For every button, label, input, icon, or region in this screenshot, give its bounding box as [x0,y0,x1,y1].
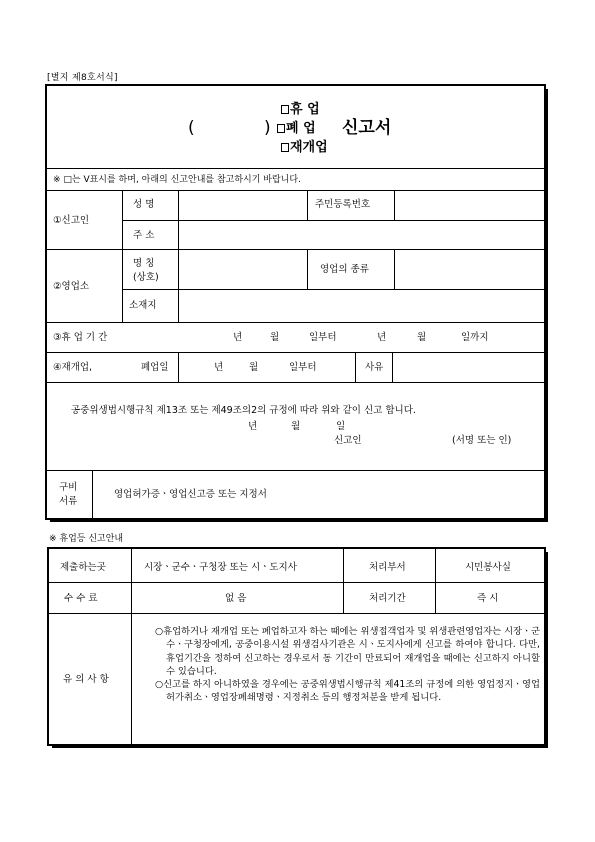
reopen-label: ④재개업, [53,362,93,373]
title-option-reopen: 재개업 [281,141,328,154]
closure-year: 년 [233,332,243,343]
submit-place-value: 시장ㆍ군수ㆍ구청장 또는 시ㆍ도지사 [144,562,297,573]
business-section-label: ②영업소 [53,281,90,292]
title-option-suspend: 휴 업 [281,103,320,116]
documents-label: 구비 [59,482,78,493]
reason-field[interactable] [393,353,543,382]
documents-label-2: 서류 [59,496,78,507]
location-field[interactable] [179,290,543,322]
checkbox-close[interactable] [277,124,285,133]
business-name-label: 명 칭 [133,258,155,269]
documents-content: 영업허가증ㆍ영업신고증 또는 지정서 [114,489,267,500]
declaration-day: 일 [336,421,346,432]
id-number-field[interactable] [395,191,543,220]
form-number: [별지 제8호서식] [47,73,118,83]
address-field[interactable] [179,221,543,249]
closure-period-label: ③휴 업 기 간 [53,332,108,343]
declaration-year: 년 [248,421,258,432]
guide-heading: ※ 휴업등 신고안내 [49,534,124,544]
reporter-sign-label: 신고인 [334,435,362,446]
name-label: 성 명 [133,199,155,210]
instruction-text: ※ □는 V표시를 하며, 아래의 신고안내를 참고하시기 바랍니다. [53,175,301,185]
business-type-label: 영업의 종류 [320,264,369,275]
dept-value: 시민봉사실 [465,562,511,573]
period-value: 즉 시 [477,593,499,604]
checkbox-suspend[interactable] [281,105,289,114]
period-label: 처리기간 [369,593,406,604]
reopen-date-field[interactable] [179,353,355,382]
id-number-label: 주민등록번호 [315,199,371,210]
address-label: 주 소 [133,230,155,241]
reopen-month: 월 [249,362,259,373]
reopen-year: 년 [214,362,224,373]
signature-field[interactable]: (서명 또는 인) [452,435,512,446]
declaration-text: 공중위생법시행규칙 제13조 또는 제49조의2의 규정에 따라 위와 같이 신고 합니다. [71,405,416,416]
business-type-field[interactable] [395,250,543,289]
reason-label: 사유 [365,362,384,373]
close-date-label: 폐업일 [141,362,169,373]
closure-from: 일부터 [309,332,337,343]
name-field[interactable] [179,191,307,220]
note-item-1: ○휴업하거나 재개업 또는 폐업하고자 하는 때에는 위생접객업자 및 위생관련영업자는 시장ㆍ군수ㆍ구청장에게, 공중이용시설 위생검사기관은 시ㆍ도지사에게 신고를 하여야 합니다. 다만, 휴업기간을 정하여 신고하는 경우로서 동 기간이 만료되어 재개업을 때에는 신고하지 아니할 수 있습니다. [155,626,540,677]
title-paren-close: ) [264,118,271,138]
note-item-2: ○신고를 하지 아니하였을 경우에는 공중위생법시행규칙 제41조의 규정에 의한 영업정지ㆍ영업허가취소ㆍ영업장폐쇄명령ㆍ지정취소 등의 행정처분을 받게 됩니다. [155,679,540,704]
notes-content [155,625,540,705]
submit-place-label: 제출하는곳 [60,562,106,573]
title-suffix: 신고서 [342,118,392,138]
notes-label: 유 의 사 항 [63,674,109,685]
location-label: 소재지 [129,300,157,311]
closure-to: 일까지 [461,332,489,343]
fee-label: 수 수 료 [64,593,98,604]
business-name-sublabel: (상호) [133,272,159,283]
reporter-section-label: ①신고인 [53,215,90,226]
report-form [45,84,546,520]
business-name-field[interactable] [179,250,307,289]
fee-value: 없 음 [225,593,247,604]
closure-month-end: 월 [417,332,427,343]
declaration-month: 월 [291,421,301,432]
checkbox-reopen[interactable] [281,143,289,152]
closure-month: 월 [270,332,280,343]
title-paren-open: ( [188,118,195,138]
title-option-close: 폐 업 [277,122,316,135]
closure-year-end: 년 [377,332,387,343]
dept-label: 처리부서 [369,562,406,573]
reopen-from: 일부터 [289,362,317,373]
